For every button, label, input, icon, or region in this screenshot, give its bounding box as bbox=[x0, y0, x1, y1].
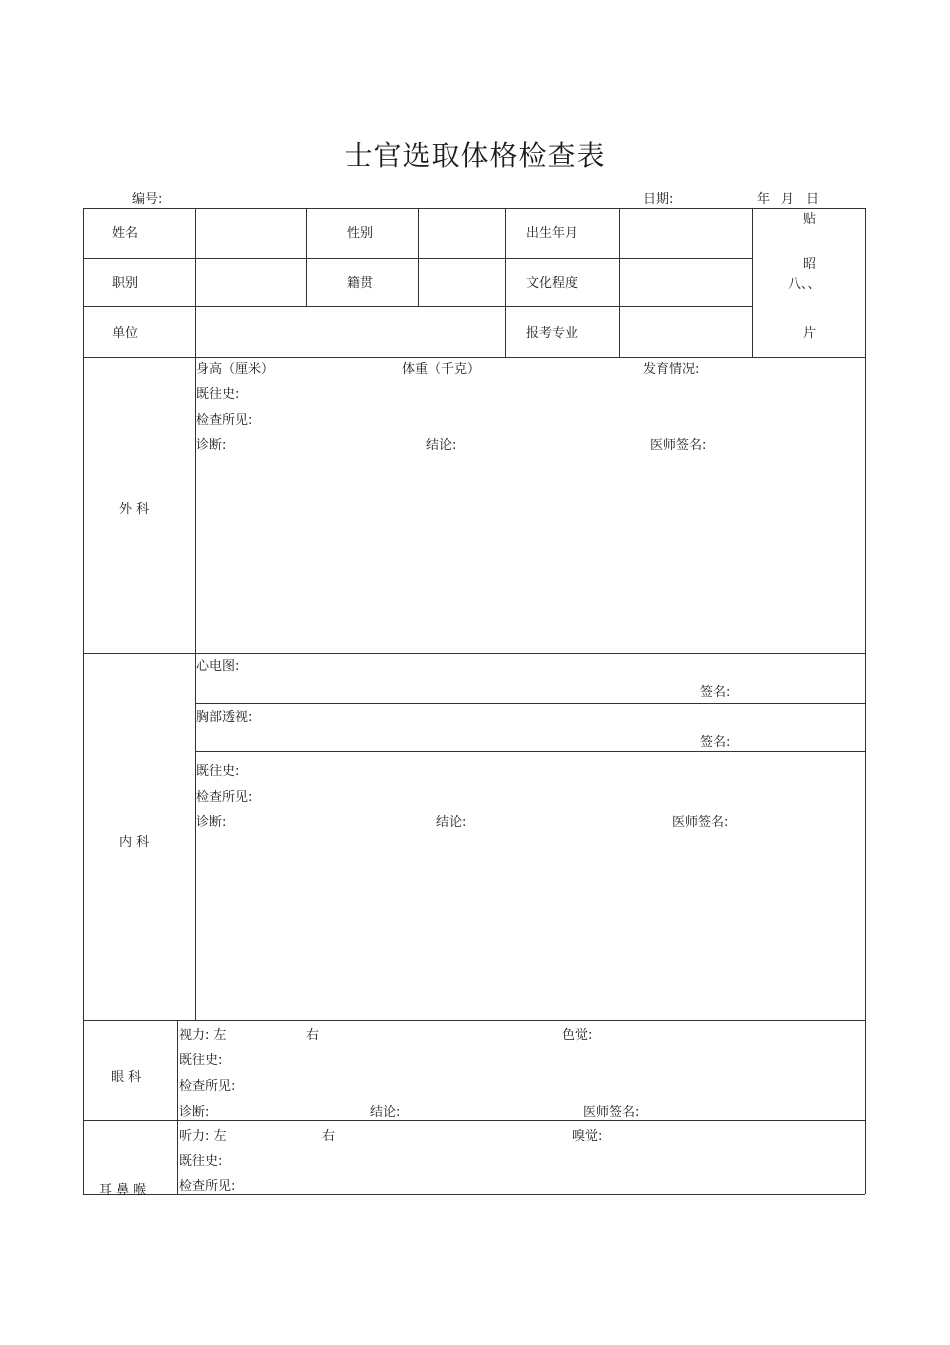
internal-diagnosis-label: 诊断: bbox=[196, 815, 227, 830]
number-label: 编号: bbox=[132, 192, 163, 207]
day-label: 日 bbox=[806, 192, 820, 207]
internal-section-label: 内 科 bbox=[119, 835, 150, 850]
ent-findings-label: 检查所见: bbox=[179, 1179, 236, 1194]
ecg-sign-label: 签名: bbox=[700, 685, 731, 700]
eye-conclusion-label: 结论: bbox=[370, 1105, 401, 1120]
internal-conclusion-label: 结论: bbox=[436, 815, 467, 830]
ent-history-label: 既往史: bbox=[179, 1154, 223, 1169]
month-label: 月 bbox=[781, 192, 795, 207]
page-title: 士官选取体格检查表 bbox=[344, 139, 606, 172]
internal-findings-label: 检查所见: bbox=[196, 790, 253, 805]
surgery-section-label: 外 科 bbox=[119, 502, 150, 517]
eye-doctor-label: 医师签名: bbox=[583, 1105, 640, 1120]
eye-diagnosis-label: 诊断: bbox=[179, 1105, 210, 1120]
photo-label-4: 片 bbox=[803, 326, 817, 341]
smell-label: 嗅觉: bbox=[572, 1129, 603, 1144]
surgery-conclusion-label: 结论: bbox=[426, 438, 457, 453]
surgery-findings-label: 检查所见: bbox=[196, 413, 253, 428]
surgery-doctor-label: 医师签名: bbox=[650, 438, 707, 453]
photo-label-2: 昭 bbox=[803, 257, 817, 272]
ecg-label: 心电图: bbox=[196, 659, 240, 674]
hearing-left-label: 听力: 左 bbox=[179, 1129, 227, 1144]
hearing-right-label: 右 bbox=[322, 1129, 336, 1144]
chest-label: 胸部透视: bbox=[196, 710, 253, 725]
eye-history-label: 既往史: bbox=[179, 1053, 223, 1068]
name-label: 姓名 bbox=[112, 226, 139, 241]
color-vision-label: 色觉: bbox=[562, 1028, 593, 1043]
internal-doctor-label: 医师签名: bbox=[672, 815, 729, 830]
eye-section-label: 眼 科 bbox=[111, 1070, 142, 1085]
eye-findings-label: 检查所见: bbox=[179, 1079, 236, 1094]
date-label: 日期: bbox=[643, 192, 674, 207]
chest-sign-label: 签名: bbox=[700, 735, 731, 750]
development-label: 发育情况: bbox=[643, 362, 700, 377]
gender-label: 性别 bbox=[347, 226, 374, 241]
position-label: 职别 bbox=[112, 276, 139, 291]
birth-label: 出生年月 bbox=[526, 226, 579, 241]
photo-label-3: 八、、 bbox=[788, 277, 821, 292]
surgery-diagnosis-label: 诊断: bbox=[196, 438, 227, 453]
photo-label-1: 贴 bbox=[803, 212, 817, 227]
year-label: 年 bbox=[757, 192, 771, 207]
height-label: 身高（厘米） bbox=[196, 362, 275, 377]
native-place-label: 籍贯 bbox=[347, 276, 374, 291]
surgery-history-label: 既往史: bbox=[196, 387, 240, 402]
major-label: 报考专业 bbox=[526, 326, 579, 341]
vision-right-label: 右 bbox=[306, 1028, 320, 1043]
unit-label: 单位 bbox=[112, 326, 139, 341]
vision-left-label: 视力: 左 bbox=[179, 1028, 227, 1043]
internal-history-label: 既往史: bbox=[196, 764, 240, 779]
education-label: 文化程度 bbox=[526, 276, 579, 291]
weight-label: 体重（千克） bbox=[402, 362, 481, 377]
ent-section-label: 耳 鼻 喉 bbox=[99, 1183, 147, 1198]
